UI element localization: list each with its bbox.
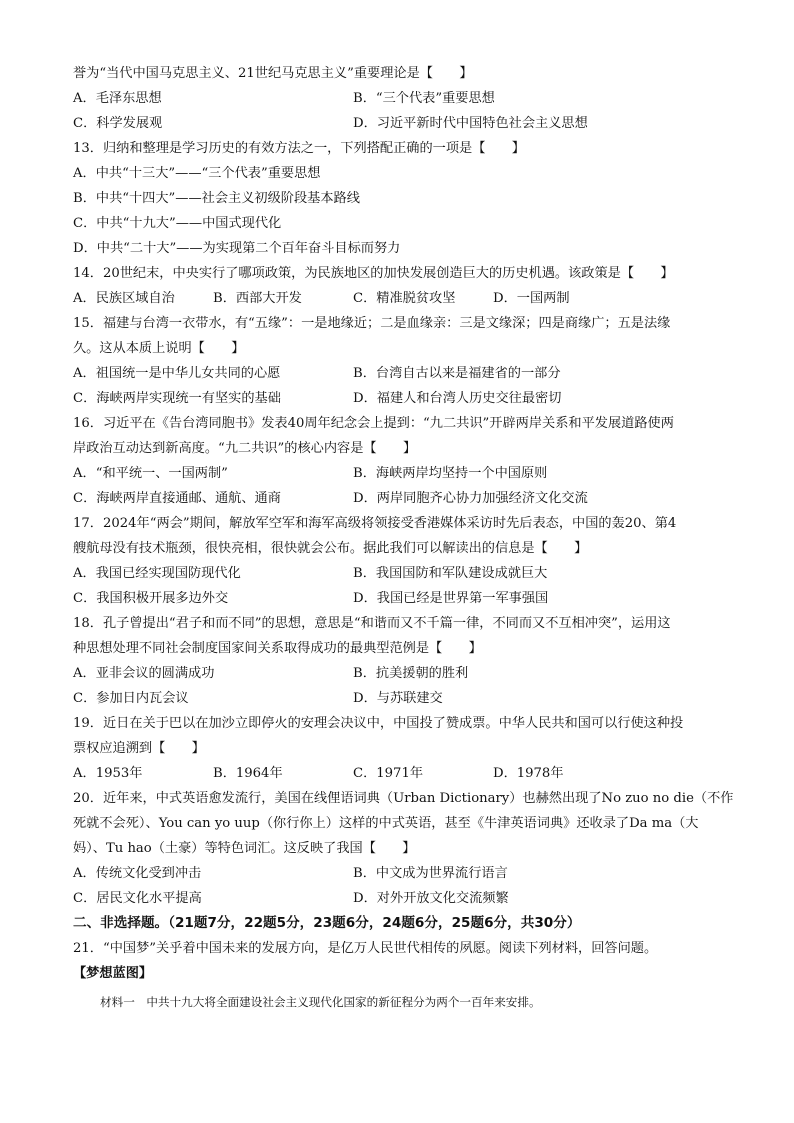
- q12-option-b[interactable]: B．“三个代表”重要思想: [353, 91, 495, 106]
- q16-stem-line-1: 16．习近平在《告台湾同胞书》发表40周年纪念会上提到：“九二共识”开辟两岸关系和平发展道路使两: [73, 416, 674, 431]
- q16-option-c[interactable]: C．海峡两岸直接通邮、通航、通商: [73, 491, 281, 506]
- exam-page: [73, 61, 734, 1013]
- q13-stem: 13．归纳和整理是学习历史的有效方法之一，下列搭配正确的一项是【 】: [73, 141, 525, 156]
- q15-option-c[interactable]: C．海峡两岸实现统一有坚实的基础: [73, 391, 281, 406]
- q20-option-a[interactable]: A．传统文化受到冲击: [73, 866, 202, 881]
- q13-option-c[interactable]: C．中共“十九大”——中国式现代化: [73, 216, 282, 231]
- q14-option-c[interactable]: C．精准脱贫攻坚: [353, 291, 456, 306]
- q12-option-d[interactable]: D．习近平新时代中国特色社会主义思想: [353, 116, 588, 131]
- q16-option-d[interactable]: D．两岸同胞齐心协力加强经济文化交流: [353, 491, 588, 506]
- q17-options-row-2: [73, 586, 723, 611]
- q19-option-b[interactable]: B．1964年: [213, 766, 283, 781]
- q17-stem-line-1: 17．2024年“两会”期间，解放军空军和海军高级将领接受香港媒体采访时先后表态，中国的轰20、第4: [73, 516, 677, 531]
- q14-stem: 14．20世纪末，中央实行了哪项政策，为民族地区的加快发展创造巨大的历史机遇。该政策是【 】: [73, 266, 674, 281]
- q20-stem-line-2: 死就不会死）、You can yo uup（你行你上）这样的中式英语，甚至《牛津英语词典》还收录了Da ma（大: [73, 816, 699, 831]
- q20-stem-line-1: 20．近年来，中式英语愈发流行，美国在线俚语词典（Urban Dictionary）也赫然出现了No zuo no die（不作: [73, 791, 734, 806]
- q15-option-b[interactable]: B．台湾自古以来是福建省的一部分: [353, 366, 561, 381]
- q16-stem-line-2: 岸政治互动达到新高度。“九二共识”的核心内容是【 】: [73, 441, 417, 456]
- q14-option-a[interactable]: A．民族区域自治: [73, 291, 175, 306]
- q21-heading: 【梦想蓝图】: [73, 966, 153, 981]
- q18-stem-line-1: 18．孔子曾提出“君子和而不同”的思想，意思是“和谐而又不千篇一律，不同而又不互相冲突”，运用这: [73, 616, 671, 631]
- q12-option-c[interactable]: C．科学发展观: [73, 116, 163, 131]
- q16-option-b[interactable]: B．海峡两岸均坚持一个中国原则: [353, 466, 548, 481]
- q18-options-row-1: [73, 661, 723, 686]
- q21-material-1: 材料一 中共十九大将全面建设社会主义现代化国家的新征程分为两个一百年来安排。: [100, 995, 541, 1009]
- q13-option-b[interactable]: B．中共“十四大”——社会主义初级阶段基本路线: [73, 191, 360, 206]
- q15-stem-line-1: 15．福建与台湾一衣带水，有“五缘”：一是地缘近；二是血缘亲：三是文缘深；四是商缘广；五是法缘: [73, 316, 671, 331]
- q17-options-row-1: [73, 561, 723, 586]
- q19-option-a[interactable]: A．1953年: [73, 766, 143, 781]
- q19-option-c[interactable]: C．1971年: [353, 766, 424, 781]
- q20-option-b[interactable]: B．中文成为世界流行语言: [353, 866, 508, 881]
- q13-option-d[interactable]: D．中共“二十大”——为实现第二个百年奋斗目标而努力: [73, 241, 401, 256]
- q20-options-row-1: [73, 861, 723, 886]
- q15-option-a[interactable]: A．祖国统一是中华儿女共同的心愿: [73, 366, 281, 381]
- q17-option-b[interactable]: B．我国国防和军队建设成就巨大: [353, 566, 548, 581]
- q12-option-a[interactable]: A．毛泽东思想: [73, 91, 162, 106]
- q18-option-a[interactable]: A．亚非会议的圆满成功: [73, 666, 215, 681]
- q21-stem: 21．“中国梦”关乎着中国未来的发展方向，是亿万人民世代相传的夙愿。阅读下列材料，回答问题。: [73, 941, 658, 956]
- q17-option-c[interactable]: C．我国积极开展多边外交: [73, 591, 229, 606]
- q17-option-a[interactable]: A．我国已经实现国防现代化: [73, 566, 241, 581]
- q15-stem-line-2: 久。这从本质上说明【 】: [73, 341, 245, 356]
- q20-option-d[interactable]: D．对外开放文化交流频繁: [353, 891, 509, 906]
- q15-options-row-1: [73, 361, 723, 386]
- q14-options-row: [73, 286, 723, 311]
- q14-option-b[interactable]: B．西部大开发: [213, 291, 302, 306]
- q18-option-b[interactable]: B．抗美援朝的胜利: [353, 666, 469, 681]
- q18-option-d[interactable]: D．与苏联建交: [353, 691, 443, 706]
- q12-options-row-2: [73, 111, 723, 136]
- q19-stem-line-2: 票权应追溯到【 】: [73, 741, 205, 756]
- q16-options-row-1: [73, 461, 723, 486]
- q12-stem-tail: 誉为“当代中国马克思主义、21世纪马克思主义”重要理论是【 】: [73, 66, 473, 81]
- q15-option-d[interactable]: D．福建人和台湾人历史交往最密切: [353, 391, 562, 406]
- q17-stem-line-2: 艘航母没有技术瓶颈，很快亮相，很快就会公布。据此我们可以解读出的信息是【 】: [73, 541, 588, 556]
- q20-stem-line-3: 妈）、Tu hao（土豪）等特色词汇。这反映了我国【 】: [73, 841, 416, 856]
- q20-option-c[interactable]: C．居民文化水平提高: [73, 891, 202, 906]
- q18-options-row-2: [73, 686, 723, 711]
- q17-option-d[interactable]: D．我国已经是世界第一军事强国: [353, 591, 549, 606]
- q13-option-a[interactable]: A．中共“十三大”——“三个代表”重要思想: [73, 166, 321, 181]
- q16-options-row-2: [73, 486, 723, 511]
- q16-option-a[interactable]: A．“和平统一、一国两制”: [73, 466, 228, 481]
- q18-option-c[interactable]: C．参加日内瓦会议: [73, 691, 189, 706]
- q15-options-row-2: [73, 386, 723, 411]
- q19-option-d[interactable]: D．1978年: [493, 766, 564, 781]
- q20-options-row-2: [73, 886, 723, 911]
- q12-options-row-1: [73, 86, 723, 111]
- q14-option-d[interactable]: D．一国两制: [493, 291, 570, 306]
- q19-stem-line-1: 19．近日在关于巴以在加沙立即停火的安理会决议中，中国投了赞成票。中华人民共和国可以行使这种投: [73, 716, 684, 731]
- q18-stem-line-2: 种思想处理不同社会制度国家间关系取得成功的最典型范例是【 】: [73, 641, 482, 656]
- q19-options-row: [73, 761, 723, 786]
- section-2-title: 二、非选择题。（21题7分，22题5分，23题6分，24题6分，25题6分，共30分）: [73, 915, 581, 931]
